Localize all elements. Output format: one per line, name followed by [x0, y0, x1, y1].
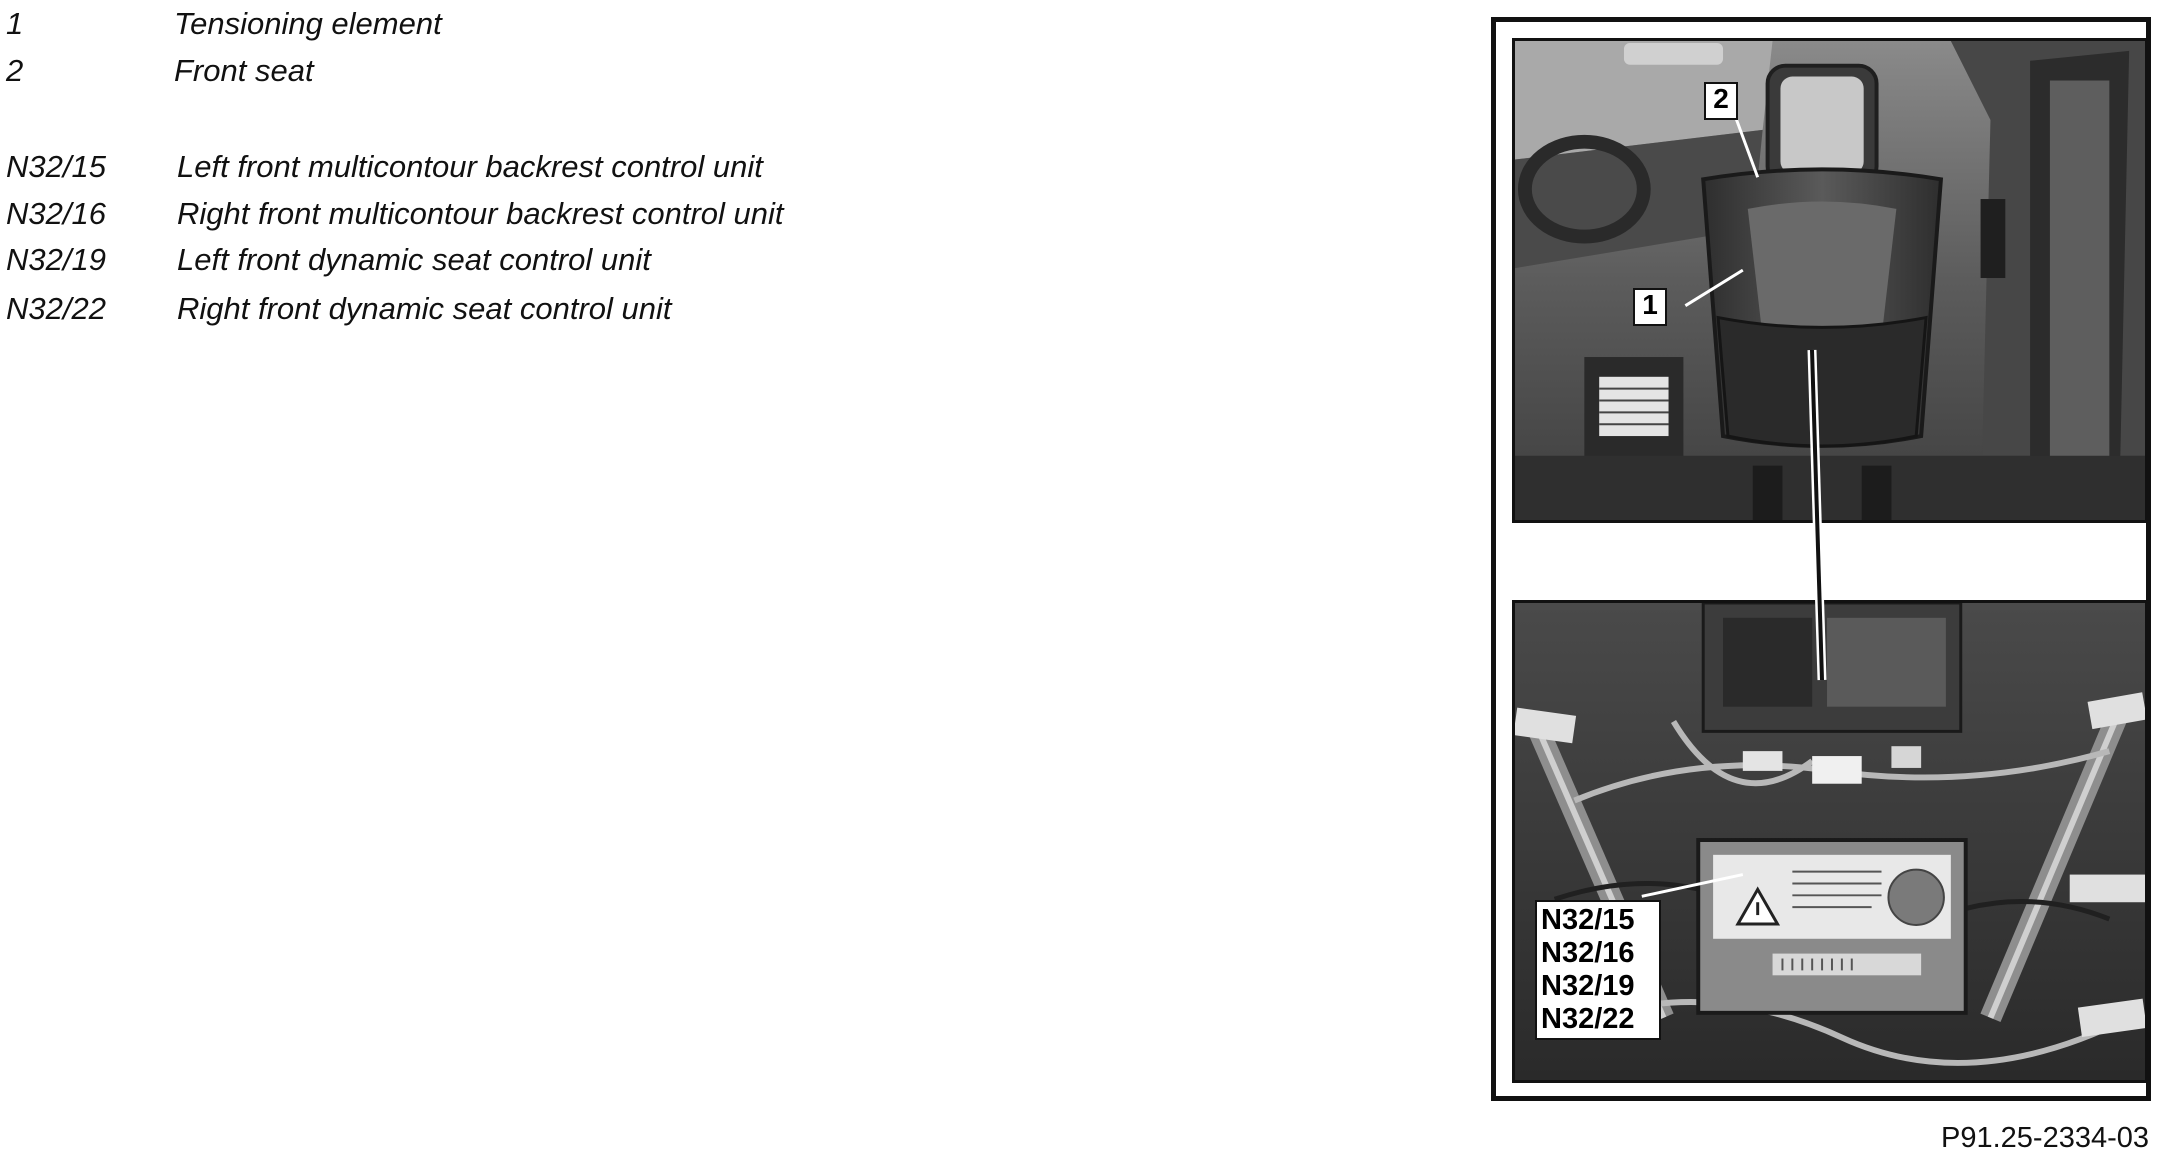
callout-n32-15: N32/15	[1541, 904, 1635, 936]
figure-id: P91.25-2334-03	[1941, 1122, 2149, 1154]
callout-control-units	[1535, 900, 1661, 1040]
callout-n32-19: N32/19	[1541, 970, 1635, 1002]
callout-tensioning-element: 1	[1633, 288, 1667, 326]
legend-description: Left front multicontour backrest control unit	[177, 149, 763, 184]
legend-code: 2	[6, 53, 24, 88]
front-seat-photo	[1512, 38, 2148, 523]
legend-code: N32/15	[6, 149, 106, 184]
legend-description: Right front multicontour backrest control unit	[177, 196, 784, 231]
legend-description: Left front dynamic seat control unit	[177, 242, 651, 277]
callout-n32-16: N32/16	[1541, 937, 1635, 969]
legend-description: Front seat	[174, 53, 314, 88]
legend-code: N32/22	[6, 291, 106, 326]
callout-front-seat: 2	[1704, 82, 1738, 120]
legend-description: Right front dynamic seat control unit	[177, 291, 672, 326]
legend-code: N32/19	[6, 242, 106, 277]
front-seat-illustration	[1515, 41, 2145, 520]
legend-code: 1	[6, 6, 24, 41]
legend-code: N32/16	[6, 196, 106, 231]
callout-n32-22: N32/22	[1541, 1003, 1635, 1035]
legend-description: Tensioning element	[174, 6, 442, 41]
